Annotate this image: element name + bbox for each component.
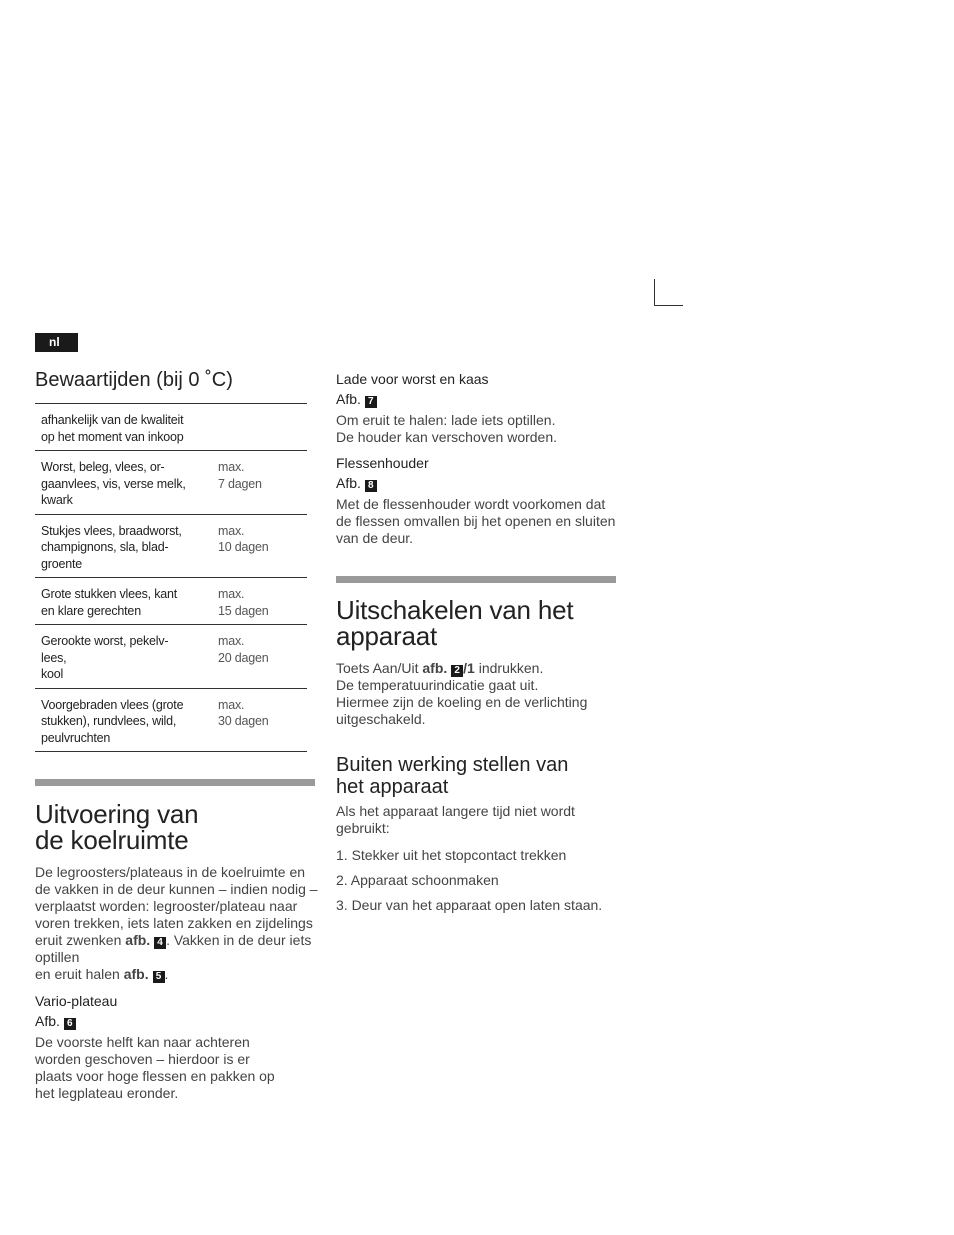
buiten-heading: Buiten werking stellen van het apparaat <box>336 754 569 798</box>
storage-heading: Bewaartijden (bij 0 ˚C) <box>35 369 233 391</box>
food-cell: Grote stukken vlees, kant en klare gerechten <box>41 587 178 618</box>
section-divider <box>336 576 616 583</box>
storage-intro: afhankelijk van de kwaliteit op het moment van inkoop <box>41 413 184 444</box>
food-cell: Voorgebraden vlees (grote stukken), rundvlees, wild, peulvruchten <box>41 697 184 745</box>
flessen-body: Met de flessenhouder wordt voorkomen dat de flessen omvallen bij het openen en sluiten van de deur. <box>336 496 616 546</box>
list-item: 2. Apparaat schoonmaken <box>336 872 499 888</box>
food-cell: Stukjes vlees, braadworst, champignons, sla, blad- groente <box>41 523 182 571</box>
vario-afb-ref: Afb. 6 <box>35 1013 318 1030</box>
uitschakelen-heading: Uitschakelen van het apparaat <box>336 595 574 651</box>
vario-title: Vario-plateau <box>35 993 118 1009</box>
table-row <box>35 451 307 515</box>
uitschakelen-body-2: De temperatuurindicatie gaat uit. <box>336 677 539 693</box>
uitschakelen-body-3: Hiermee zijn de koeling en de verlichting uitgeschakeld. <box>336 694 588 727</box>
table-row <box>35 688 307 752</box>
time-cell: max. 7 dagen <box>218 460 262 491</box>
right-column <box>336 368 620 922</box>
figure-number-badge: 5 <box>153 971 165 983</box>
left-column <box>35 368 318 1102</box>
table-row <box>35 514 307 578</box>
uitvoering-heading: Uitvoering van de koelruimte <box>35 799 199 855</box>
list-item: 3. Deur van het apparaat open laten staan. <box>336 897 603 913</box>
figure-number-badge: 4 <box>154 937 166 949</box>
lade-body-1: Om eruit te halen: lade iets optillen. <box>336 412 556 428</box>
uitschakelen-body-1: Toets Aan/Uit afb. 2 /1 indrukken. <box>336 660 544 676</box>
section-divider <box>35 779 315 786</box>
list-item: 1. Stekker uit het stopcontact trekken <box>336 847 567 863</box>
language-badge: nl <box>35 333 78 352</box>
crop-mark <box>654 279 683 306</box>
flessen-title: Flessenhouder <box>336 455 429 471</box>
lade-title: Lade voor worst en kaas <box>336 371 489 387</box>
table-row <box>35 578 307 625</box>
figure-number-badge: 8 <box>365 480 377 492</box>
figure-number-badge: 2 <box>451 665 463 677</box>
table-row <box>35 404 307 451</box>
lade-body-2: De houder kan verschoven worden. <box>336 429 558 445</box>
vario-body: De voorste helft kan naar achteren worden geschoven – hierdoor is er plaats voor hoge flessen en pakken op het legplateau eronder. <box>35 1034 275 1101</box>
figure-number-badge: 7 <box>365 396 377 408</box>
time-cell: max. 10 dagen <box>218 523 269 554</box>
table-row <box>35 625 307 689</box>
lade-afb-ref: Afb. 7 <box>336 391 620 408</box>
time-cell: max. 30 dagen <box>218 697 269 728</box>
food-cell: Gerookte worst, pekelv- lees, kool <box>41 634 169 681</box>
buiten-steps <box>336 847 620 914</box>
buiten-intro: Als het apparaat langere tijd niet wordt gebruikt: <box>336 803 575 836</box>
figure-number-badge: 6 <box>64 1018 76 1030</box>
time-cell: max. 15 dagen <box>218 587 269 618</box>
flessen-afb-ref: Afb. 8 <box>336 475 620 492</box>
uitvoering-body: De legroosters/plateaus in de koelruimte en de vakken in de deur kunnen – indien nodig – verplaatst worden: legrooster/plateau naar voren trekken, iets laten zakken en zijdelings eruit zwenken afb. 4 . Vakken in de deur iets optillen en eruit halen afb. 5 . <box>35 864 318 982</box>
storage-table <box>35 403 307 752</box>
time-cell: max. 20 dagen <box>218 634 269 665</box>
food-cell: Worst, beleg, vlees, or- gaanvlees, vis, verse melk, kwark <box>41 460 186 507</box>
